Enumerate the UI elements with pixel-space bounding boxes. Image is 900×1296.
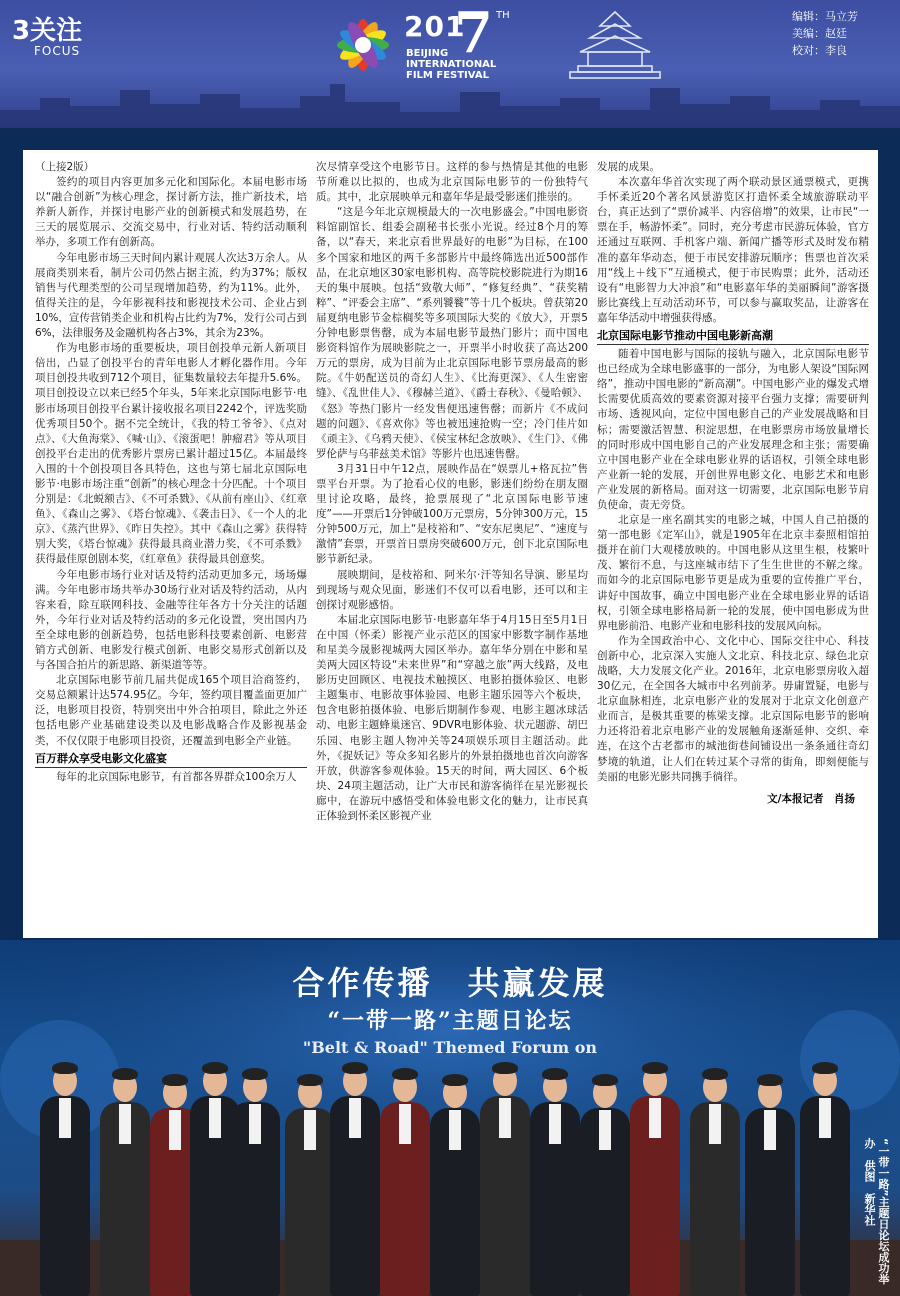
article-body: [23, 150, 878, 938]
festival-line-3: FILM FESTIVAL: [406, 70, 489, 81]
article-paragraph: 北京国际电影节前几届共促成165个项目洽商签约，交易总额累计达574.95亿。今年，签约项目覆盖面更加广泛，电影项目投资，特别突出中外合拍项目，除此之外还包括电影产业基础建设类以及电影战略合作及影视基金类，不仅仅限于电影项目投资，还覆盖到电影全产业链。: [35, 674, 307, 747]
city-skyline: [0, 76, 900, 128]
festival-year: 201: [404, 10, 466, 43]
festival-flower-icon: [330, 12, 396, 78]
festival-line-2: INTERNATIONAL: [406, 59, 497, 70]
festival-line-1: BEIJING: [406, 48, 449, 59]
forum-photo: [0, 940, 900, 1296]
article-paragraph: 次尽情享受这个电影节日。这样的参与热情是其他的电影节所难以比拟的，也成为北京国际电影节的一份独特气质。其中，北京展映单元和嘉年华是最受影迷们推崇的。: [316, 161, 588, 204]
article-paragraph: 作为电影市场的重要板块，项目创投单元新人新项目倍出，凸显了创投平台的青年电影人才孵化器作用。今年项目创投共收到712个项目，征集数量较去年提升5.6%。项目创投设立以来已经5个年头，5年来北京国际电影节·电影市场项目创投平台累计接收报名项目2242个，评选奖励优秀项目50个。据不完全统计，《我的特工爷爷》、《点对点》、《大鱼海棠》、《喊·山》、《滚蛋吧！肿瘤君》等从项目创投平台走出的优秀影片票房已累计超过15亿。本届最终入围的十个创投项目各具特色，这也与第七届北京国际电影节·电影市场注重“创新”的核心理念十分匹配。十个项目分别是：《北蜕额吉》、《不可杀戮》、《从前有座山》、《红章鱼》、《森山之雾》、《塔台惊魂》、《袭击日》、《一个人的北京》、《蒸汽世界》、《昨日失控》。其中《森山之雾》获得特别大奖，《塔台惊魂》获得最具商业潜力奖，《不可杀戮》获得最佳原创剧本奖，《红章鱼》获得最具创意奖。: [35, 342, 307, 566]
festival-edition-suffix: TH: [496, 10, 510, 21]
section-heading: 北京国际电影节推动中国电影新高潮: [597, 328, 869, 345]
festival-edition: 7: [454, 0, 493, 66]
byline: 文/本报记者 肖扬: [767, 792, 855, 805]
masthead: [0, 0, 900, 128]
article-column-2: [316, 160, 588, 936]
article-paragraph: 发展的成果。: [597, 161, 660, 173]
article-paragraph: 北京是一座名副其实的电影之城，中国人自己拍摄的第一部电影《定军山》，就是1905年在北京丰泰照相馆拍摄并在前门大观楼放映的。中国电影从这里生根，枝繁叶茂、繁衍不息，与这座城市结下了生生世世的不解之缘。而如今的北京国际电影节更是成为重要的宣传推广平台，讲好中国故事，确立中国电影产业在全球电影业界的话语权，引领全球电影格局新一轮的发展，使中国电影成为世界电影前沿、电影产业和电影科技的发展风向标。: [597, 514, 869, 632]
article-paragraph: 随着中国电影与国际的接轨与融入，北京国际电影节也已经成为全球电影盛事的一部分，为电影人架设“国际网络”，推动中国电影的“新高潮”。中国电影产业的爆发式增长需要优质高效的要素资源对接平台强力支撑；需要研判市场、透视风向，定位中国电影自己的产业发展战略和目标；需要激活智慧、积淀思想，在电影票房市场放量增长的同时形成中国电影自己的产业发展理念和主张；需要确立中国电影产业在全球电影业界的话语权，引领全球电影产业新一轮的发展，开创世界电影文化、电影艺术和电影产业发展的新格局。面对这一切需要，北京国际电影节肩负使命，责无旁贷。: [597, 348, 869, 511]
page-credits: [792, 8, 858, 59]
article-column-3: [597, 160, 869, 936]
article-column-1: [35, 160, 307, 936]
photo-caption: “一带一路”主题日论坛成功举办 供图 新华社: [863, 1138, 890, 1285]
credit-editor: 编辑：马立芳: [792, 10, 858, 23]
article-paragraph: 作为全国政治中心、文化中心、国际交往中心、科技创新中心，北京深入实施人文北京、科技北京、绿色北京战略，大力发展文化产业。2016年，北京电影票房收入超30亿元，在全国各大城市中名列前茅。毋庸置疑，电影与北京血脉相连，北京电影产业的发展对于北京文化创意产业而言，是极其重要的栋梁支撑。北京国际电影节的影响力还将沿着北京电影产业的发展触角逐渐延伸、交织、牵连，在这个古老都市的城池街巷间铺设出一条条通往奇幻梦境的轨道，让人们在转过某个寻常的街角，即刻便能与美丽的电影光影共同携手徜徉。: [597, 634, 869, 783]
forum-banner-english: "Belt & Road" Themed Forum on: [302, 1038, 598, 1057]
temple-of-heaven-icon: [560, 6, 670, 86]
article-paragraph: 每年的北京国际电影节，有首都各界群众100余万人: [56, 770, 297, 783]
article-paragraph: 3月31日中午12点，展映作品在“娱票儿+格瓦拉”售票平台开票。为了抢看心仪的电影，影迷们纷纷在朋友圈里讨论攻略，最终，抢票展现了“北京国际电影节速度”——开票后1分钟破100万元票房，5分钟300万元，15分钟500万元，加上“是枝裕和”、“安东尼奥尼”、“速度与激情”套票，开票首日票房突破600万元，创下北京国际电影节新纪录。: [316, 462, 588, 566]
credit-proof: 校对：李良: [792, 44, 847, 57]
article-paragraph: 本届北京国际电影节·电影嘉年华于4月15日至5月1日在中国（怀柔）影视产业示范区的国家中影数字制作基地和星美今晟影视城两大园区举办。嘉年华分别在中影和星美两大园区特设“未来世界”和“穿越之旅”两大线路，及电影历史回顾区、电视技术触摸区、电影拍摄体验区、电影主题集市、电影故事体验园、电影主题乐园等六个板块，包含电影拍摄体验、电影后期制作参观、电影主题冰球活动、电影主题蜂巢迷宫、9DVR电影体验、状元题游、胡巴乐园、电影主题人物冲关等24项娱乐项目主题活动。此外，《捉妖记》等众多知名影片的外景拍摄地也首次向游客开放，供游客参观体验。15天的时间，两大园区、6个板块、24项主题活动，让广大市民和游客徜徉在星光影视长廊中，在游玩中感悟受和体验电影文化的魅力，让市民真正体验到怀柔区影视产业: [316, 613, 588, 823]
article-paragraph: 本次嘉年华首次实现了两个联动景区通票模式，更携手怀柔近20个著名风景游览区打造怀柔全域旅游联动平台，真正达到了“票价减半、内容倍增”的效果，让市民“一票在手，畅游怀柔”。同时，充分考虑市民游玩体验，官方还通过互联网、手机客户端、新闻广播等形式及时发布精准的嘉年华动态，便于市民安排游玩顺序；售票也首次采用“线上＋线下”互通模式，便于市民购票；此外，活动还设有“电影智力大冲浪”和“电影嘉年华的美丽瞬间”游客摄影比赛线上互动活动环节，可以参与赢取奖品，让游客在嘉年华活动中增强获得感。: [597, 176, 869, 324]
article-paragraph: “这是今年北京规模最大的一次电影盛会。”中国电影资料馆副馆长、组委会副秘书长张小光说。经过8个月的筹备，以“春天，来北京看世界最好的电影”为目标，在100多个国家和地区的两千多部影片中最终筛选出近500部作品，在北京地区30家电影机构、高等院校影院进行为期16天的集中展映。包括“致敬大师”、“修复经典”、“获奖精粹”、“评委会主席”、“系列饕餮”等十几个板块。曾获第20届夏纳电影节金棕榈奖等多项国际大奖的《放大》，开票5分钟电影票售罄，成为本届电影节最热门影片；而中国电影资料馆作为展映影院之一，开票半小时收获了高达200万元的票房，成为目前为止北京国际电影节票房最高的影院。《牛奶配送员的奇幻人生》、《比海更深》、《人生密密缝》、《乱世佳人》、《穆赫兰道》、《爵士春秋》、《曼哈顿》、《怒》等热门影片一经发售便迅速售罄；而新片《不成问题的问题》、《喜欢你》等也被迅速抢购一空；冷门佳片如《顽主》、《乌鸦天使》、《侯宝林纪念放映》、《生门》、《佛罗伦萨与乌菲兹美术馆》等影片也迅速售罄。: [316, 206, 588, 460]
forum-banner-title: 合作传播 共赢发展: [292, 964, 608, 1002]
article-paragraph: 今年电影市场行业对话及特约活动更加多元，场场爆满。今年电影市场共举办30场行业对话及特约活动，从内容来看，除互联网科技、金融等往年各方十分关注的话题外，今年行业对话及特约活动的多元化设置，突出国内乃至全球电影的创新趋势，包括电影科技要素创新、电影营销方式创新、电影发行模式创新、电影交易形式创新以及与各国合拍片的新思路、新渠道等等。: [35, 568, 307, 672]
page-number: 3关注: [12, 16, 83, 46]
article-paragraph: 签约的项目内容更加多元化和国际化。本届电影市场以“融合创新”为核心理念，探讨新方法，推广新技术，培养新人新作，并探讨电影产业的创新模式和发展趋势，在三天的展览展示、交流交易中，行业对话、特约活动顺利举办，多项工作有创新高。: [35, 176, 307, 249]
article-paragraph: 今年电影市场三天时间内累计观展人次达3万余人。从展商类别来看，制片公司仍然占据主流，约为37%；版权销售与代理类型的公司呈现增加趋势，约为11%。此外，值得关注的是，今年影视科技和影视技术公司、企业占到10%，宣传营销类企业和机构占比约为7%，发行公司占到6%，法律服务及金融机构各占3%，其余为23%。: [35, 251, 307, 340]
article-paragraph: （上接2版）: [35, 161, 95, 173]
article-paragraph: 展映期间，是枝裕和、阿米尔·汗等知名导演、影星均到现场与观众见面，影迷们不仅可以看电影，还可以和主创探讨观影感悟。: [316, 568, 588, 611]
section-heading: 百万群众享受电影文化盛宴: [35, 751, 307, 768]
forum-banner-subtitle: “一带一路”主题日论坛: [327, 1008, 573, 1034]
page-section: FOCUS: [34, 44, 81, 58]
credit-design: 美编：赵廷: [792, 27, 847, 40]
